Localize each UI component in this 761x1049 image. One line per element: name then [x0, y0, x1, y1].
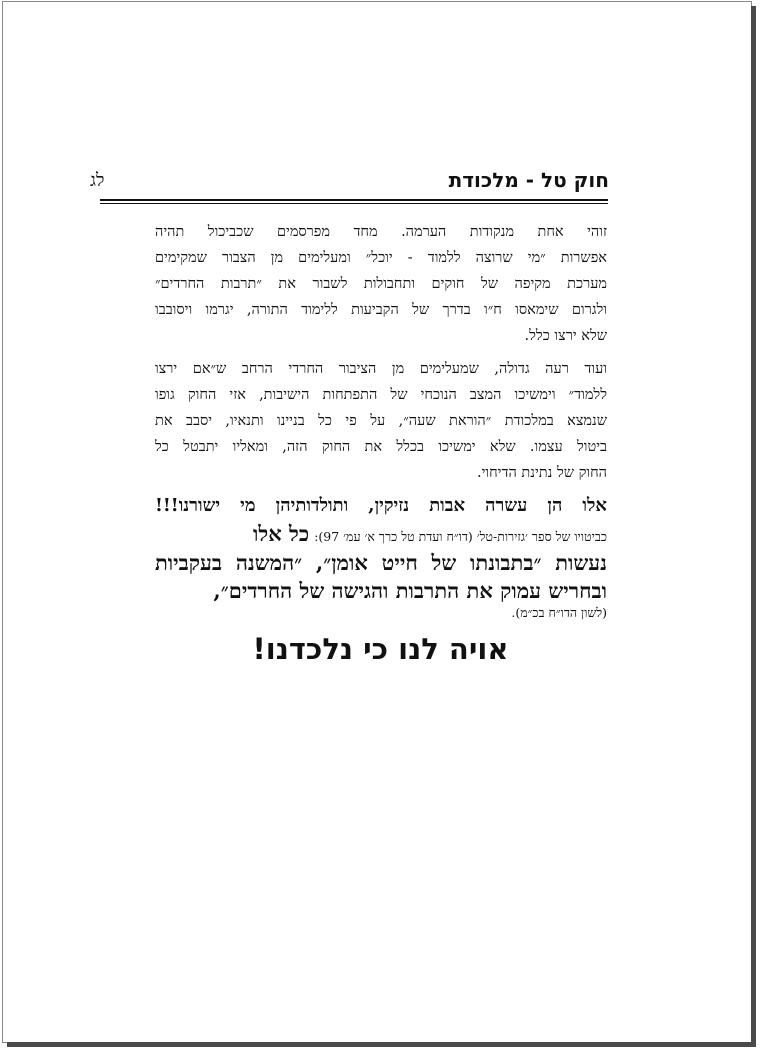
- paragraph2-line: החוק של נתינת הדיחוי.: [476, 465, 607, 481]
- running-header-title: חוק טל - מלכודת: [448, 168, 609, 192]
- paragraph1-line: ולגרום שימאסו ח״ו בדרך של הקביעות ללימוד התורה, יגרמו ויסובבו: [155, 302, 607, 318]
- paragraph2-line: שנמצא במלכודת ״הוראת שעה״, על פי כל בניינו ותנאיו, יסבב את: [155, 413, 607, 429]
- quote-big-line: ובחריש עמוק את התרבות והגישה של החרדים״,: [213, 578, 607, 603]
- quote-intro: אלו הן עשרה אבות נזיקין, ותולדותיהן מי ישורנו!!!: [155, 495, 607, 516]
- paragraph2-line: ביטול עצמו. שלא ימשיכו בכלל את החוק הזה, ומאליו יתבטל כל: [155, 439, 607, 455]
- paragraph1-line: שלא ירצו כלל.: [524, 328, 607, 344]
- page-shadow-right: [751, 6, 756, 1046]
- paragraph1-line: אפשרות ״מי שרוצה ללמוד - יוכל״ ומעלימים מן הצבור שמקימים: [155, 250, 607, 266]
- quote-source-prefix: כביטויו של ספר ׳גזירות-טל׳ (דו״ח ועדת טל כרך א׳ עמ׳ 97):: [314, 529, 607, 544]
- paragraph2-line: ללמוד״ וימשיכו המצב הנוכחי של התפתחות הישיבות, אזי החוק גופו: [155, 387, 607, 403]
- page-number: לג: [90, 170, 105, 191]
- header-rule-top: [100, 199, 608, 201]
- paragraph1-line: מערכת מקיפה של חוקים ותחבולות לשבור את ״תרבות החרדים״: [155, 276, 607, 292]
- paragraph2-line: ועוד רעה גדולה, שמעלימים מן הציבור החרדי הרחב ש״אם ירצו: [155, 361, 607, 377]
- quote-attribution: (לשון הדו״ח בכ״מ).: [511, 605, 607, 620]
- quote-big-line: נעשות ״בתבונתו של חייט אומן״, ״המשנה בעקביות: [155, 550, 607, 575]
- header-rule-bottom: [100, 203, 608, 204]
- page-shadow-bottom: [7, 1042, 756, 1047]
- paragraph1-line: זוהי אחת מנקודות הערמה. מחד מפרסמים שכביכול תהיה: [155, 224, 607, 240]
- closing-exclamation: אויה לנו כי נלכדנו!: [252, 632, 509, 666]
- quote-source-big: כל אלו: [253, 521, 310, 546]
- quote-source-line: [155, 520, 607, 548]
